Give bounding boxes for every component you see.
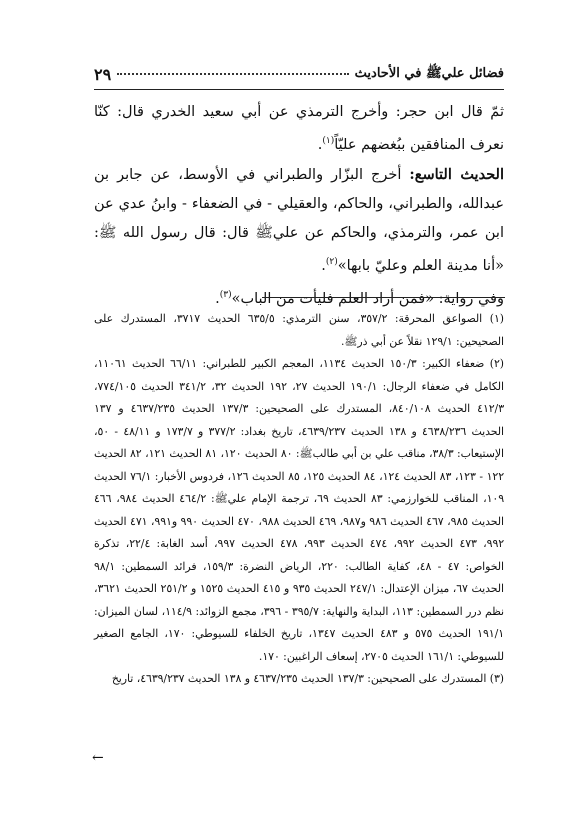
main-text [94,98,504,313]
paragraph-ninth-hadith: الحديث التاسع: أخرج البزّار والطبراني في الأوسط، عن جابر بن عبدالله، والطبراني، والحاكم، والعقيلي - في الضعفاء - وابنُ عدي عن ابن عمر، والترمذي، والحاكم عن عليﷺ قال: قال رسول الله ﷺ: «أنا مدينة العلم وعليّ بابها»$^{(٢)}$. [94,165,505,274]
footnote-ref: (٣) [219,289,232,300]
footnote-1: (١) الصواعق المحرقة: ٣٥٧/٢، سنن الترمذي: ٦٣٥/٥ الحديث ٣٧١٧، المستدرك على الصحيحين: ١٢٩/١ نقلاً عن أبي ذرﷺ. [94,312,504,348]
footnote-ref: (٢) [325,256,338,267]
header-leader-dots [117,73,348,75]
continue-arrow-icon: ← [92,750,104,766]
running-title: فضائل عليﷺ في الأحاديث [354,65,504,81]
footnote-ref: (١) [322,136,335,146]
header-rule [94,89,504,90]
footnote-2: (٢) ضعفاء الكبير: ١٥٠/٣ الحديث ١١٣٤، المعجم الكبير للطبراني: ٦٦/١١ الحديث ١١٠٦١، الكامل في ضعفاء الرجال: ١٩٠/١ الحديث ٢٧، ١٩٢ الحديث ٣٢، ٣٤١/٢ الحديث ٧٧٤/١٠٥، ٤١٢/٣ الحديث ٨٤٠/١٠٨، المستدرك على الصحيحين: ١٣٧/٣ الحديث ٤٦٣٧/٢٣٥ و ١٣٧ الحديث ٤٦٣٨/٢٣٦ و ١٣٨ الحديث ٤٦٣٩/٢٣٧، تاريخ بغداد: ٣٧٧/٢ و ١٧٣/٧ و ٤٨/١١ - ٥٠، الإستيعاب: ٣٨/٣، مناقب علي بن أبي طالبﷺ: ٨٠ الحديث ١٢٠، ٨١ الحديث ١٢١، ٨٢ الحديث ١٢٢ - ١٢٣، ٨٣ الحديث ١٢٤، ٨٤ الحديث ١٢٥، ٨٥ الحديث ١٢٦، فردوس الأخبار: ٧٦/١ الحديث ١٠٩، المناقب للخوارزمي: ٨٣ الحديث ٦٩، ترجمة الإمام عليﷺ: ٤٦٤/٢ الحديث ٩٨٤، ٤٦٦ الحديث ٩٨٥، ٤٦٧ الحديث ٩٨٦ و٩٨٧، ٤٦٩ الحديث ٩٨٨، ٤٧٠ الحديث ٩٩٠ و٩٩١، ٤٧١ الحديث ٩٩٢، ٤٧٣ الحديث ٩٩٢، ٤٧٤ الحديث ٩٩٣، ٤٧٨ الحديث ٩٩٧، أسد الغابة: ٢٢/٤، تذكرة الخواص: ٤٧ - ٤٨، كفاية الطالب: ٢٢٠، الرياض النضرة: ١٥٩/٣، فرائد السمطين: ٩٨/١ الحديث ٦٧، ميزان الإعتدال: ٢٤٧/١ الحديث ٩٣٥ و ٤١٥ الحديث ١٥٢٥ و ٢٥١/٢ الحديث ٣٦٢١، نظم درر السمطين: ١١٣، البداية والنهاية: ٣٩٥/٧ - ٣٩٦، مجمع الزوائد: ١١٤/٩، لسان الميزان: ١٩١/١ الحديث ٥٧٥ و ٤٨٣ الحديث ١٣٤٧، تاريخ الخلفاء للسيوطي: ١٧٠، الجامع الصغير للسيوطي: ١٦١/١ الحديث ٢٧٠٥، إسعاف الراغبين: ١٧٠. [94,357,505,663]
page-number: ٢٩ [94,64,112,84]
paragraph-ibn-hajar: ثمّ قال ابن حجر: وأخرج الترمذي عن أبي سعيد الخدري قال: كنّا نعرف المنافقين ببُغضهم عليّاً$^{(١)}$. [94,104,504,153]
paragraph-narration: وفي رواية: «فمن أراد العلم فليأت من الباب»$^{(٣)}$. [215,289,504,307]
hadith-heading: الحديث التاسع: [409,165,505,183]
paragraph-text: وفي رواية: «فمن أراد العلم فليأت من الباب» [231,290,504,307]
footnotes [94,308,504,691]
footnote-separator [262,297,505,298]
paragraph-text: أخرج البزّار والطبراني في الأوسط، عن جابر بن عبدالله، والطبراني، والحاكم، والعقيلي - في الضعفاء - وابنُ عدي عن ابن عمر، والترمذي، والحاكم عن عليﷺ قال: قال رسول الله ﷺ: «أنا مدينة العلم وعليّ بابها» [94,166,504,274]
footnote-3: (٣) المستدرك على الصحيحين: ١٣٧/٣ الحديث ٤٦٣٧/٢٣٥ و ١٣٨ الحديث ٤٦٣٩/٢٣٧، تاريخ [111,672,504,685]
paragraph-text: ثمّ قال ابن حجر: وأخرج الترمذي عن أبي سعيد الخدري قال: كنّا نعرف المنافقين ببُغضهم عليّاً [94,104,504,153]
running-header [94,62,504,86]
